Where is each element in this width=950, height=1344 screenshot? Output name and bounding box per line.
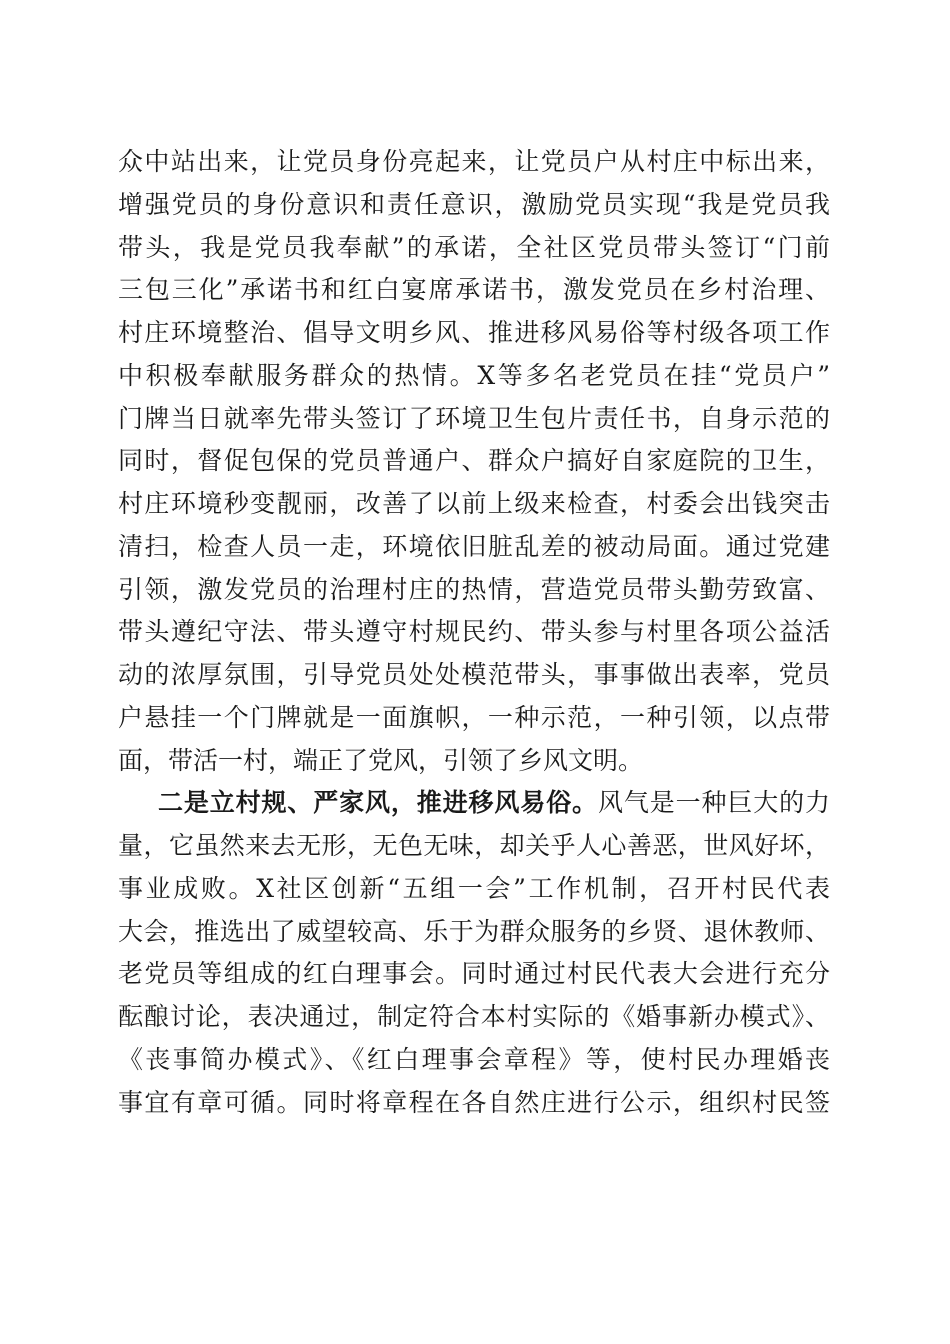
text-line: 酝酿讨论，表决通过，制定符合本村实际的《婚事新办模式》、 (118, 1002, 830, 1031)
text-line: 清扫，检查人员一走，环境依旧脏乱差的被动局面。通过党建 (118, 531, 830, 561)
text-line: 带头遵纪守法、带头遵守村规民约、带头参与村里各项公益活 (118, 617, 830, 647)
paragraph-lead-rest: 风气是一种巨大的力 (597, 788, 830, 818)
text-line: 面，带活一村，端正了党风，引领了乡风文明。 (118, 745, 644, 775)
text-line: 村庄环境秒变靓丽，改善了以前上级来检查，村委会出钱突击 (118, 489, 830, 518)
paragraph-2 (118, 782, 830, 1124)
text-line: 动的浓厚氛围，引导党员处处模范带头，事事做出表率，党员 (118, 660, 830, 689)
text-line: 《丧事简办模式》、《红白理事会章程》等，使村民办理婚丧 (118, 1044, 830, 1074)
text-line: 同时，督促包保的党员普通户、群众户搞好自家庭院的卫生， (118, 446, 830, 476)
text-line: 带头，我是党员我奉献”的承诺，全社区党员带头签订“门前 (118, 232, 830, 262)
paragraph-lead-heading: 二是立村规、严家风，推进移风易俗。 (158, 788, 598, 818)
text-line: 三包三化”承诺书和红白宴席承诺书，激发党员在乡村治理、 (118, 275, 830, 305)
text-line: 众中站出来，让党员身份亮起来，让党员户从村庄中标出来， (118, 147, 830, 176)
text-line: 户悬挂一个门牌就是一面旗帜，一种示范，一种引领，以点带 (118, 702, 830, 732)
text-line: 引领，激发党员的治理村庄的热情，营造党员带头勤劳致富、 (118, 574, 830, 604)
body-text (118, 141, 830, 1124)
text-line: 增强党员的身份意识和责任意识，激励党员实现“我是党员我 (118, 189, 830, 219)
paragraph-1 (118, 141, 830, 782)
text-line: 村庄环境整治、倡导文明乡风、推进移风易俗等村级各项工作 (118, 318, 830, 347)
text-line: 事业成败。X社区创新“五组一会”工作机制，召开村民代表 (118, 873, 830, 903)
text-line: 事宜有章可循。同时将章程在各自然庄进行公示，组织村民签 (118, 1087, 830, 1117)
text-line-first (118, 782, 830, 825)
text-line: 大会，推选出了威望较高、乐于为群众服务的乡贤、退休教师、 (118, 916, 830, 946)
text-line: 老党员等组成的红白理事会。同时通过村民代表大会进行充分 (118, 959, 830, 989)
text-line: 门牌当日就率先带头签订了环境卫生包片责任书，自身示范的 (118, 403, 830, 433)
text-line: 中积极奉献服务群众的热情。X等多名老党员在挂“党员户” (118, 360, 830, 390)
text-line: 量，它虽然来去无形，无色无味，却关乎人心善恶，世风好坏， (118, 831, 830, 860)
